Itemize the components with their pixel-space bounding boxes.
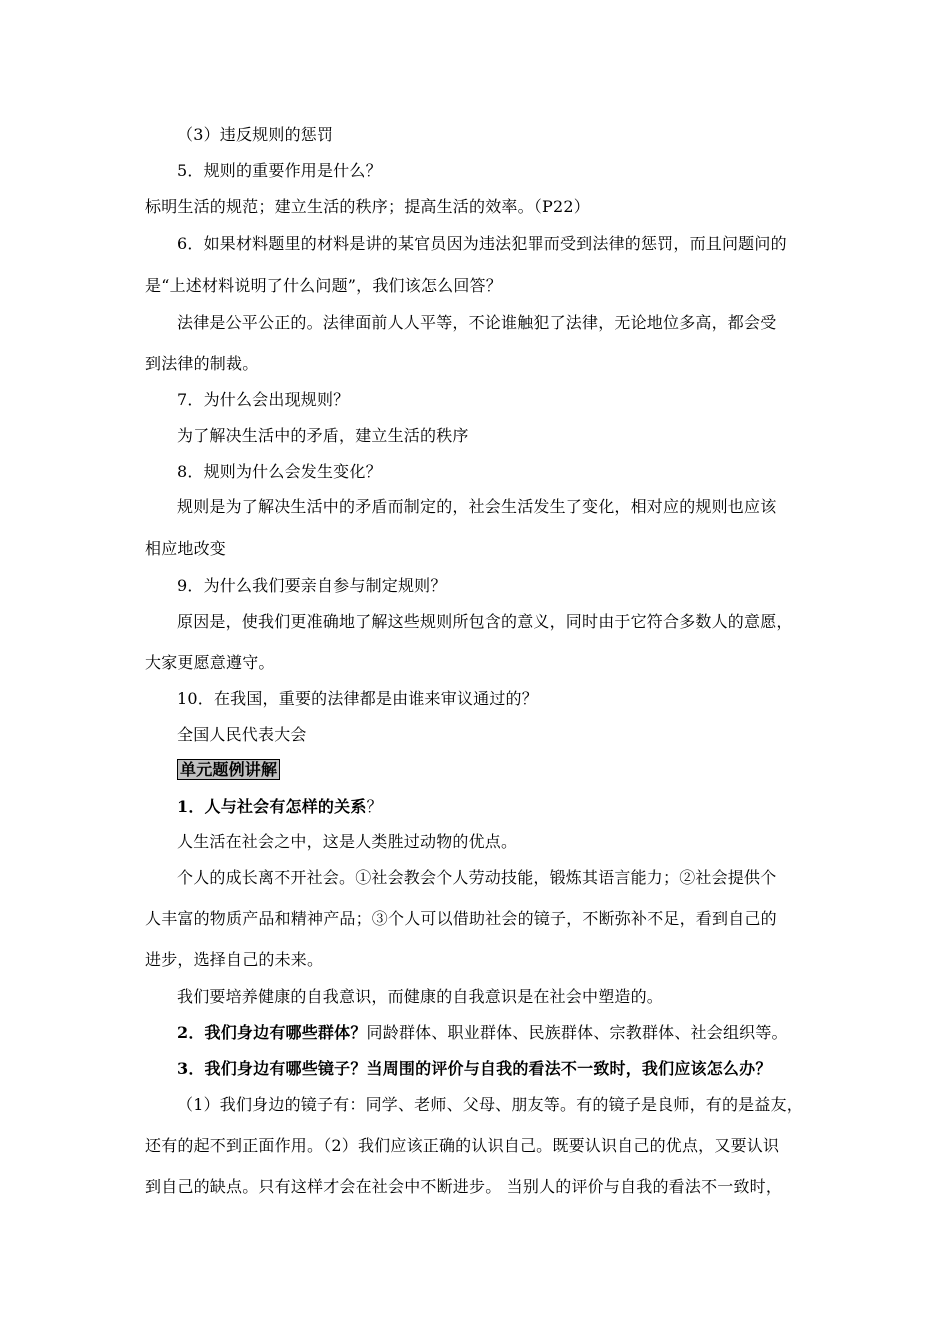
answer-line: 还有的起不到正面作用。（2）我们应该正确的认识自己。既要认识自己的优点，又要认识: [145, 1136, 780, 1155]
section-heading: [177, 760, 280, 780]
question-line: [177, 1023, 788, 1043]
answer-line: 原因是，使我们更准确地了解这些规则所包含的意义，同时由于它符合多数人的意愿，: [177, 612, 793, 631]
question-line: 3．我们身边有哪些镜子？当周围的评价与自我的看法不一致时，我们应该怎么办？: [177, 1059, 772, 1078]
question-rest: 同龄群体、职业群体、民族群体、宗教群体、社会组织等。: [366, 1023, 788, 1042]
question-rest: ？: [366, 797, 383, 816]
question-line: 5．规则的重要作用是什么？: [177, 161, 382, 180]
answer-line: 到自己的缺点。只有这样才会在社会中不断进步。 当别人的评价与自我的看法不一致时，: [145, 1177, 783, 1196]
answer-line: 全国人民代表大会: [177, 725, 307, 744]
answer-line: 人生活在社会之中，这是人类胜过动物的优点。: [177, 832, 518, 851]
answer-line: 规则是为了解决生活中的矛盾而制定的，社会生活发生了变化，相对应的规则也应该: [177, 497, 777, 516]
answer-line: （1）我们身边的镜子有：同学、老师、父母、朋友等。有的镜子是良师，有的是益友，: [177, 1095, 803, 1114]
section-heading-label: 单元题例讲解: [177, 759, 280, 780]
question-line: 9．为什么我们要亲自参与制定规则？: [177, 576, 447, 595]
answer-line: 人丰富的物质产品和精神产品；③个人可以借助社会的镜子，不断弥补不足，看到自己的: [145, 909, 777, 928]
text-line: （3）违反规则的惩罚: [177, 125, 334, 144]
answer-line: 个人的成长离不开社会。①社会教会个人劳动技能，锻炼其语言能力；②社会提供个: [177, 868, 777, 887]
question-line: [177, 797, 383, 817]
answer-line: 大家更愿意遵守。: [145, 653, 275, 672]
answer-line: 我们要培养健康的自我意识，而健康的自我意识是在社会中塑造的。: [177, 987, 664, 1006]
answer-line: 法律是公平公正的。法律面前人人平等，不论谁触犯了法律，无论地位多高，都会受: [177, 313, 777, 332]
answer-line: 进步，选择自己的未来。: [145, 950, 324, 969]
question-bold: 2．我们身边有哪些群体？: [177, 1023, 367, 1042]
answer-line: 到法律的制裁。: [145, 354, 259, 373]
question-line: 8．规则为什么会发生变化？: [177, 462, 382, 481]
answer-line: 相应地改变: [145, 539, 227, 558]
question-line: 10．在我国，重要的法律都是由谁来审议通过的？: [177, 689, 538, 708]
answer-line: 标明生活的规范；建立生活的秩序；提高生活的效率。（P22）: [145, 197, 590, 216]
question-bold: 1．人与社会有怎样的关系: [177, 797, 367, 816]
answer-line: 为了解决生活中的矛盾，建立生活的秩序: [177, 426, 469, 445]
question-line: 是“上述材料说明了什么问题”，我们该怎么回答？: [145, 276, 502, 295]
question-line: 7．为什么会出现规则？: [177, 390, 350, 409]
question-line: 6．如果材料题里的材料是讲的某官员因为违法犯罪而受到法律的惩罚，而且问题问的: [177, 234, 787, 253]
